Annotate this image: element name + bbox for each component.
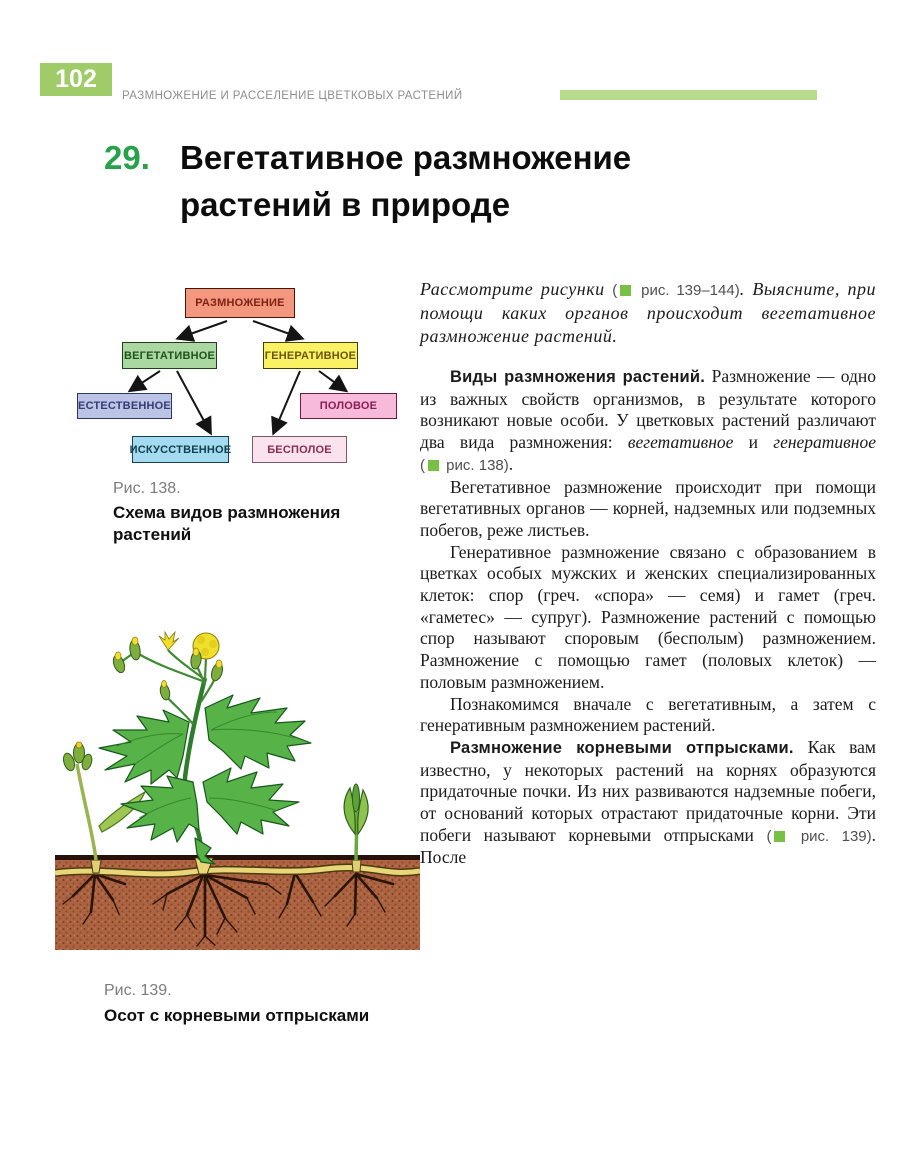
sow-thistle-illustration	[55, 612, 420, 962]
paragraph	[420, 477, 876, 542]
text-run: Генеративное размножение связано с образованием в цветках особых мужских и женских специализированных клеток: спор (греч. «спора» — семя) и гамет (греч. «гаметес» — супруг). Размножение растений с помощью спор называют споровым (бесполым) размножением. Размножение с помощью гамет (половых клеток) — половым размножением.	[420, 541, 876, 692]
text-run: Как вам известно, у некоторых растений на корнях образуются придаточные почки. Из них развиваются надземные побеги, от оснований которых отрастают придаточные корни. Эти побеги называют корневыми отпрысками	[420, 736, 876, 845]
paragraph	[420, 542, 876, 694]
italic-text: Рассмотрите рисунки	[420, 279, 613, 299]
figure-138-label: Рис. 138.	[113, 480, 181, 497]
page-number: 102	[55, 65, 97, 93]
italic-text: Выясните, при помощи каких органов происходит вегетативное размножение растений.	[420, 279, 876, 346]
figure-reference: ( рис. 139)	[766, 827, 872, 845]
diagram-node-vegetative: ВЕГЕТАТИВНОЕ	[122, 342, 217, 369]
right-root-sprout	[344, 784, 368, 860]
figure-reference: ( рис. 139–144)	[612, 282, 740, 299]
soil-surface-line	[55, 855, 420, 860]
header-accent-bar	[560, 90, 817, 100]
text-run: .	[739, 279, 745, 299]
chapter-title	[180, 134, 740, 228]
text-run: Познакомимся вначале с вегетативным, а затем с генеративным размножением растений.	[420, 693, 876, 736]
figure-ref-square-icon	[620, 285, 631, 296]
chapter-title-line1: Вегетативное размножение	[180, 139, 632, 176]
figure-139-caption: Осот с корневыми отпрысками	[104, 1006, 370, 1025]
bold-text: Виды размножения растений.	[450, 368, 712, 386]
article-text-column	[420, 278, 876, 869]
main-plant	[99, 632, 311, 864]
chapter-number: 29.	[104, 139, 150, 176]
text-run: и	[733, 432, 774, 453]
paragraph	[420, 737, 876, 869]
reproduction-types-diagram	[60, 280, 420, 480]
text-run: . После	[420, 824, 876, 868]
figure-ref-square-icon	[428, 460, 439, 471]
paragraph	[420, 694, 876, 737]
italic-text: генеративное	[773, 432, 876, 453]
page-number-badge	[40, 63, 112, 96]
diagram-node-reproduction: РАЗМНОЖЕНИЕ	[185, 288, 295, 318]
paragraph	[420, 366, 876, 477]
figure-reference: ( рис. 138)	[420, 456, 509, 474]
text-run: .	[508, 453, 514, 474]
figure-ref-square-icon	[774, 831, 785, 842]
bold-text: Размножение корневыми отпрысками.	[450, 738, 808, 757]
paragraph	[420, 278, 876, 348]
figure-138-caption: Схема видов размножения растений	[113, 503, 341, 544]
chapter-title-line2: растений в природе	[180, 186, 511, 223]
figure-139-label: Рис. 139.	[104, 982, 172, 999]
italic-text: вегетативное	[627, 432, 734, 453]
diagram-node-asexual: БЕСПОЛОЕ	[252, 436, 347, 463]
diagram-node-artificial: ИСКУССТВЕННОЕ	[132, 436, 229, 463]
diagram-node-generative: ГЕНЕРАТИВНОЕ	[263, 342, 358, 369]
diagram-node-natural: ЕСТЕСТВЕННОЕ	[77, 393, 172, 419]
text-run: Размножение — одно из важных свойств организмов, в результате которого возникают новые особи. У цветковых растений различают два вида размножения:	[420, 366, 876, 453]
running-header: РАЗМНОЖЕНИЕ И РАССЕЛЕНИЕ ЦВЕТКОВЫХ РАСТЕНИЙ	[122, 90, 463, 102]
diagram-node-sexual: ПОЛОВОЕ	[300, 393, 397, 419]
text-run: Вегетативное размножение происходит при помощи вегетативных органов — корней, надземных или подземных побегов, реже листьев.	[420, 476, 876, 540]
